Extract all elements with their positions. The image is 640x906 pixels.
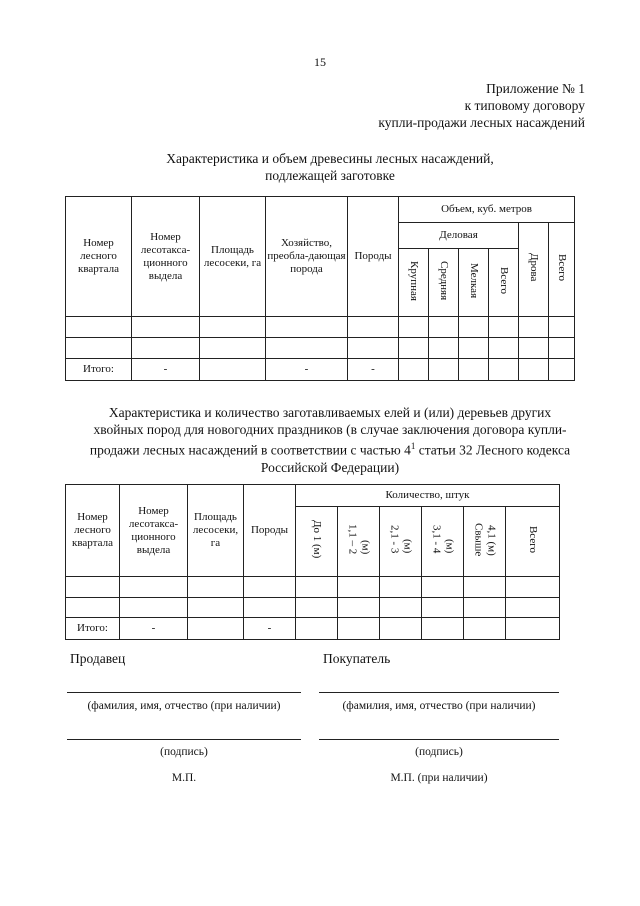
total-allotment: - (120, 618, 188, 640)
total-label: Итого: (66, 359, 132, 381)
section1-title-line-1: Характеристика и объем древесины лесных насаждений, (166, 151, 494, 166)
page-number: 15 (314, 55, 326, 69)
section2-title-line-2: хвойных пород для новогодних праздников (в случае заключения договора купли- (93, 422, 567, 437)
header-small-text: Мелкая (468, 262, 480, 299)
header-species: Породы (244, 485, 296, 577)
header-quantity: Количество, штук (296, 485, 560, 507)
header-allotment: Номер лесотакса-ционного выдела (132, 197, 200, 317)
header-species: Породы (348, 197, 399, 317)
section2-title-line-1: Характеристика и количество заготавливаемых елей и (или) деревьев других (108, 405, 552, 420)
total-species: - (348, 359, 399, 381)
header-1-2m: 1,1 – 2(м) (338, 507, 380, 577)
section2-title (60, 404, 600, 476)
header-medium-text: Средняя (438, 260, 450, 301)
header-3-4m: 3,1 - 4(м) (422, 507, 464, 577)
total-row (66, 359, 575, 381)
section2-title-line-4: Российской Федерации) (260, 459, 400, 475)
header-small (459, 249, 489, 317)
table-row (66, 577, 560, 598)
header-large-text: Крупная (408, 260, 420, 301)
conifer-count-table (65, 484, 560, 640)
buyer-stamp: М.П. (при наличии) (390, 772, 488, 784)
buyer-label: Покупатель (323, 651, 391, 666)
header-area: Площадь лесосеки, га (188, 485, 244, 577)
seller-signature-line (67, 739, 301, 740)
header-total-business (489, 249, 519, 317)
header-total-text: Всего (527, 526, 539, 553)
total-farm: - (266, 359, 348, 381)
header-up-to-1m (296, 507, 338, 577)
buyer-sign-caption: (подпись) (415, 746, 463, 758)
header-volume: Объем, куб. метров (399, 197, 575, 223)
appendix-header (378, 80, 585, 131)
header-over-4m: Свыше4,1 (м) (464, 507, 506, 577)
buyer-name-line (319, 692, 559, 693)
seller-name-line (67, 692, 301, 693)
header-allotment: Номер лесотакса-ционного выдела (120, 485, 188, 577)
header-firewood (519, 223, 549, 317)
header-area: Площадь лесосеки, га (200, 197, 266, 317)
header-firewood-text: Дрова (528, 253, 540, 282)
header-quarter: Номер лесного квартала (66, 485, 120, 577)
header-total-business-text: Всего (498, 267, 510, 294)
seller-label: Продавец (70, 651, 126, 666)
header-total-text: Всего (556, 254, 569, 281)
buyer-signature-line (319, 739, 559, 740)
total-species: - (244, 618, 296, 640)
header-up-to-1m-text: До 1 (м) (311, 520, 323, 559)
section1-title (60, 150, 600, 184)
header-large (399, 249, 429, 317)
header-medium (429, 249, 459, 317)
appendix-line-1: Приложение № 1 (486, 81, 585, 96)
table-row (66, 598, 560, 618)
total-allotment: - (132, 359, 200, 381)
section1-title-line-2: подлежащей заготовке (265, 168, 395, 183)
timber-volume-table (65, 196, 575, 381)
total-row (66, 618, 560, 640)
seller-fio-caption: (фамилия, имя, отчество (при наличии) (87, 700, 281, 712)
seller-sign-caption: (подпись) (160, 746, 208, 758)
appendix-line-3: купли-продажи лесных насаждений (378, 115, 585, 130)
header-quarter: Номер лесного квартала (66, 197, 132, 317)
header-business: Деловая (399, 223, 519, 249)
total-label: Итого: (66, 618, 120, 640)
header-total (549, 223, 575, 317)
header-total (506, 507, 560, 577)
table-row (66, 338, 575, 359)
appendix-line-2: к типовому договору (464, 98, 585, 113)
seller-stamp: М.П. (171, 772, 197, 784)
table-row (66, 317, 575, 338)
section2-title-line-3: продажи лесных насаждений в соответствии с частью $4^1$ статьи 32 Лесного кодекса (89, 441, 571, 458)
header-farm: Хозяйство, преобла-дающая порода (266, 197, 348, 317)
buyer-fio-caption: (фамилия, имя, отчество (при наличии) (342, 700, 536, 712)
header-2-3m: 2,1 - 3(м) (380, 507, 422, 577)
